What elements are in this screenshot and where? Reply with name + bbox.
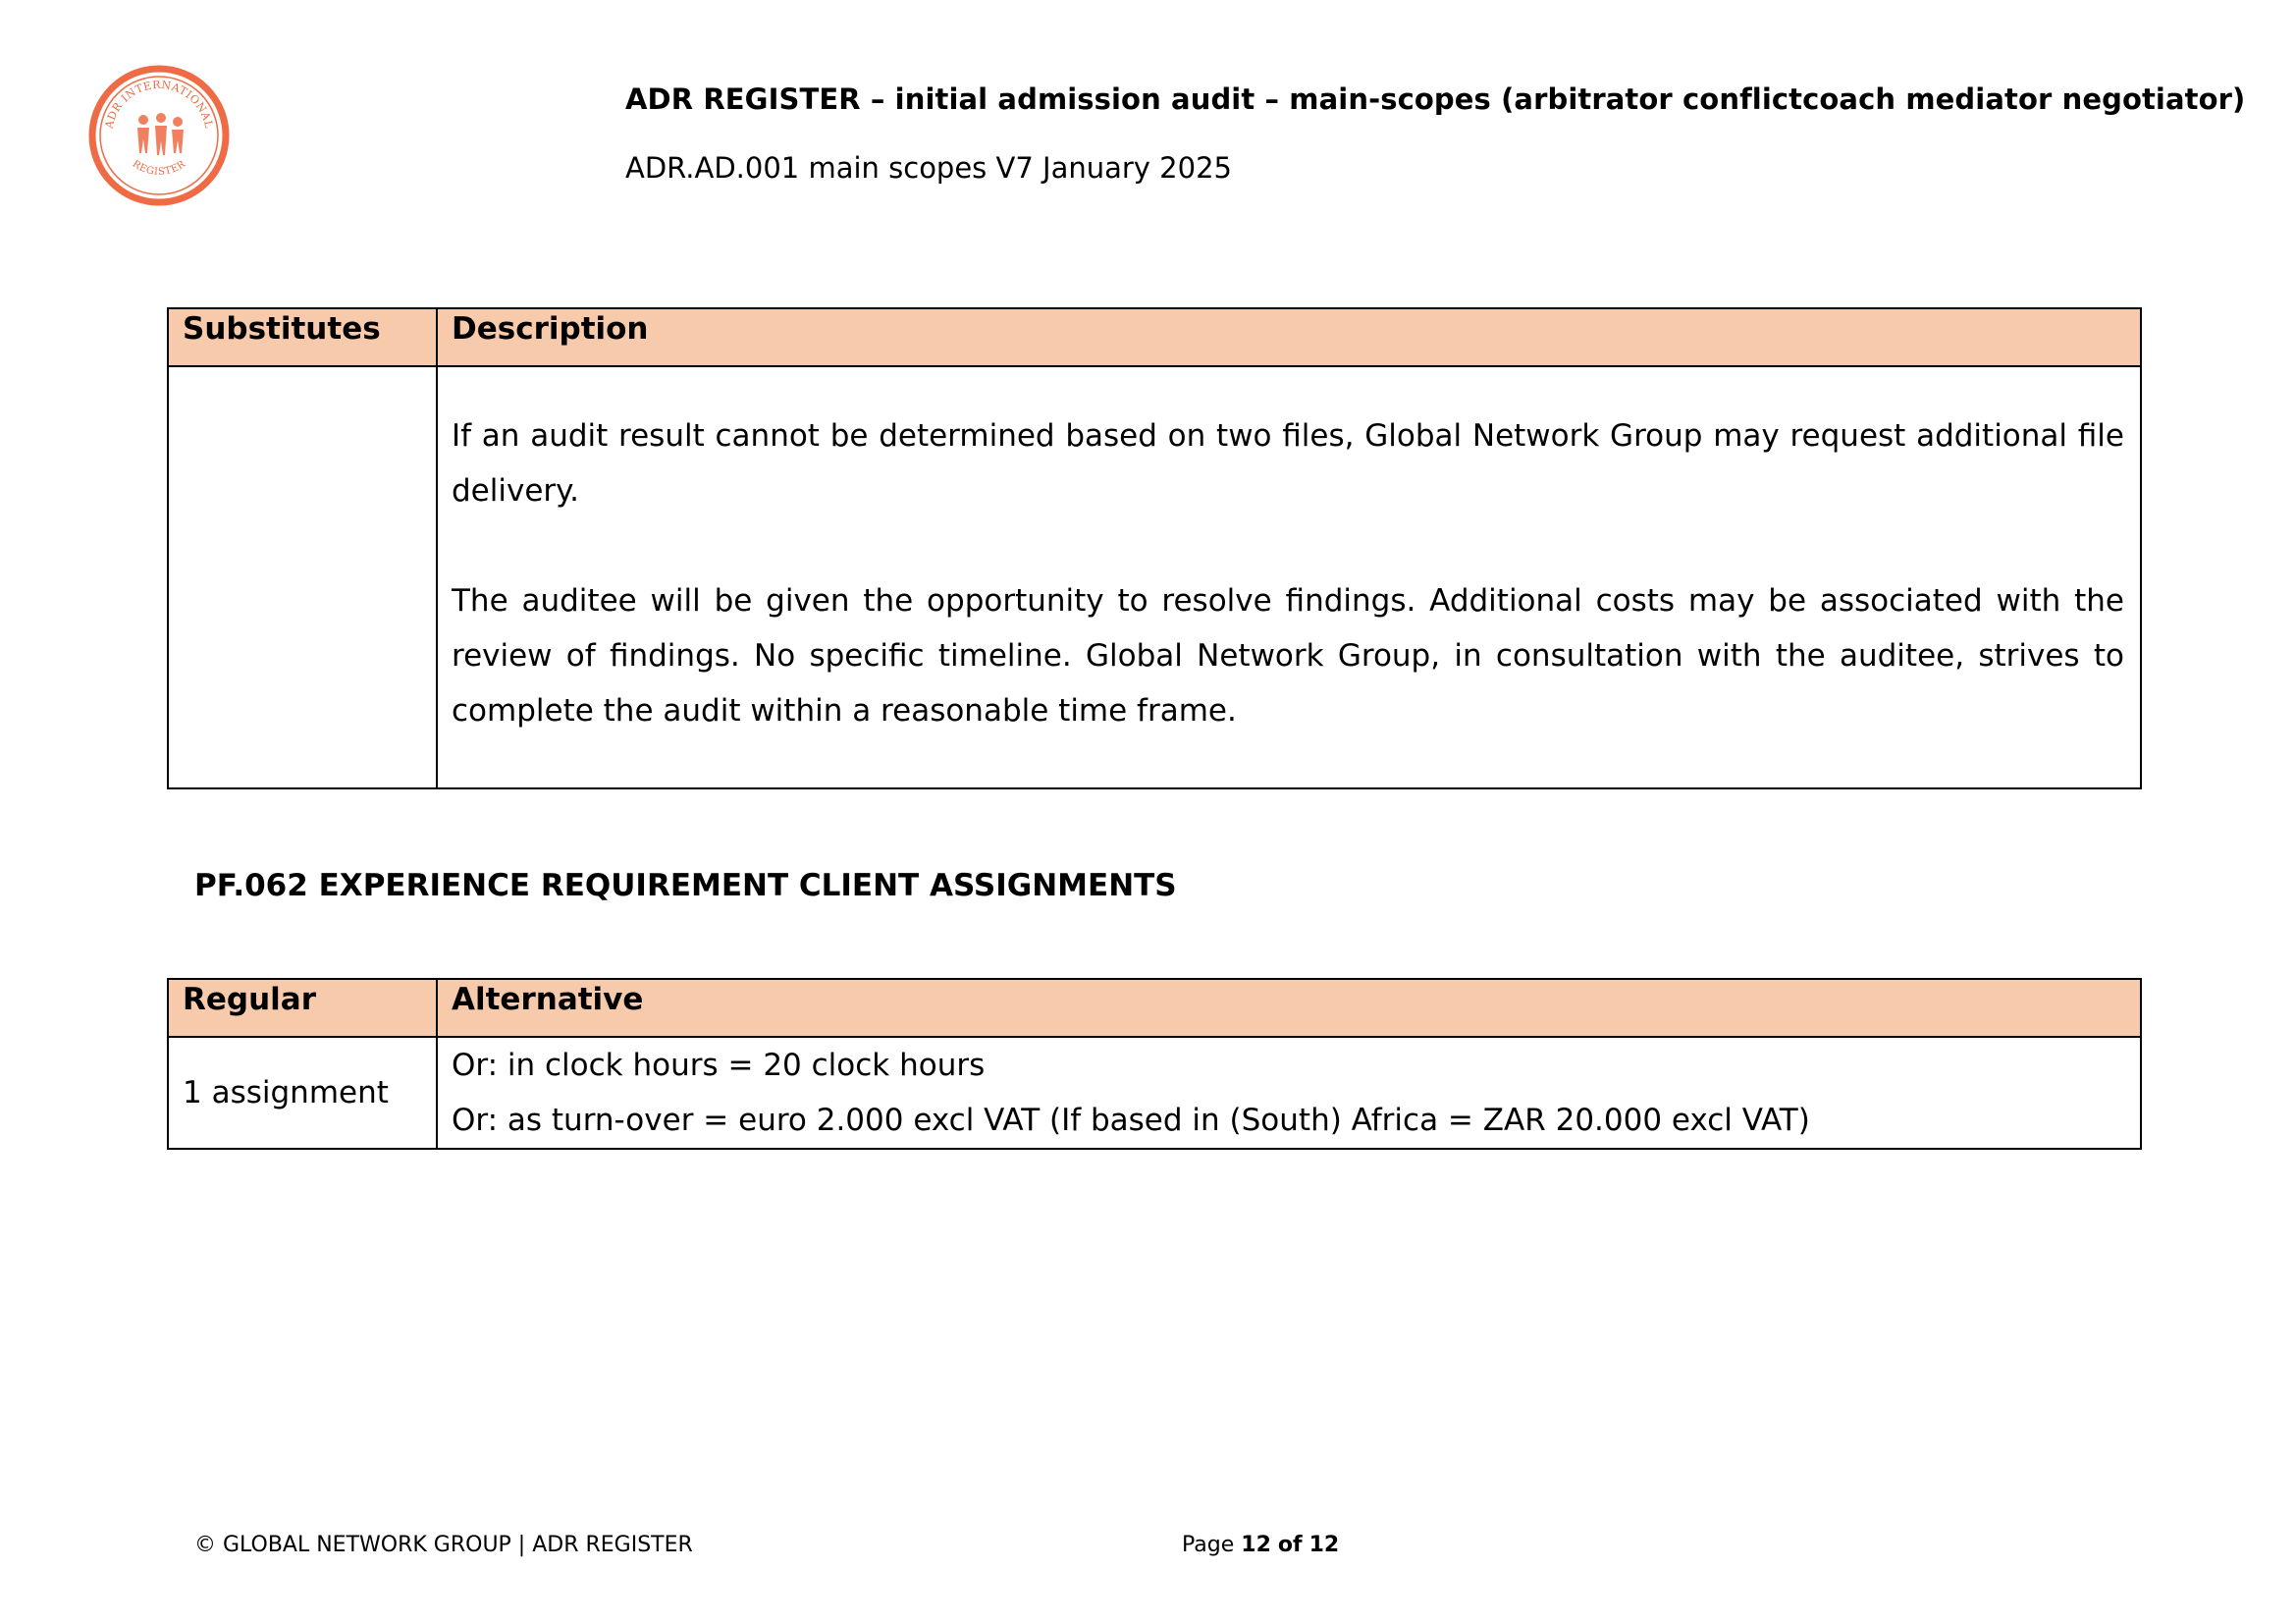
regular-cell: 1 assignment: [168, 1037, 437, 1149]
document-subtitle: ADR.AD.001 main scopes V7 January 2025: [625, 151, 1232, 185]
substitutes-header: Substitutes: [168, 308, 437, 366]
table-row: [168, 1037, 2141, 1149]
page-of: of: [1277, 1533, 1303, 1557]
table-header-row: [168, 979, 2141, 1037]
alternative-line: Or: as turn-over = euro 2.000 excl VAT (If based in (South) Africa = ZAR 20.000 excl VAT): [452, 1103, 1810, 1138]
page-number: [1182, 1533, 1339, 1557]
logo-text-bottom: REGISTER: [130, 158, 188, 178]
alternative-cell: [437, 1037, 2141, 1149]
document-title: ADR REGISTER – initial admission audit – main-scopes (arbitrator conflictcoach mediator negotiator): [625, 82, 2246, 116]
adr-register-logo: [86, 63, 232, 208]
footer-copyright: © GLOBAL NETWORK GROUP | ADR REGISTER: [194, 1533, 693, 1557]
description-header: Description: [437, 308, 2141, 366]
table-header-row: [168, 308, 2141, 366]
page-total: 12: [1308, 1533, 1340, 1557]
alternative-line: Or: in clock hours = 20 clock hours: [452, 1048, 986, 1083]
table-row: [168, 366, 2141, 788]
description-paragraph: The auditee will be given the opportunity to resolve findings. Additional costs may be associated with the review of findings. No specific timeline. Global Network Group, in consultation with the auditee, strives to complete the audit within a reasonable time frame.: [452, 583, 2124, 729]
description-paragraph: If an audit result cannot be determined based on two files, Global Network Group may request additional file delivery.: [452, 418, 2124, 509]
experience-requirement-table: [167, 978, 2142, 1150]
section-heading: PF.062 EXPERIENCE REQUIREMENT CLIENT ASSIGNMENTS: [194, 868, 1177, 903]
page-label: Page: [1182, 1533, 1235, 1557]
regular-header: Regular: [168, 979, 437, 1037]
substitutes-table: [167, 307, 2142, 789]
description-cell: [437, 366, 2141, 788]
substitutes-cell: [168, 366, 437, 788]
alternative-header: Alternative: [437, 979, 2141, 1037]
logo-text-top: ADR INTERNATIONAL: [102, 78, 216, 131]
page-current: 12: [1241, 1533, 1271, 1557]
